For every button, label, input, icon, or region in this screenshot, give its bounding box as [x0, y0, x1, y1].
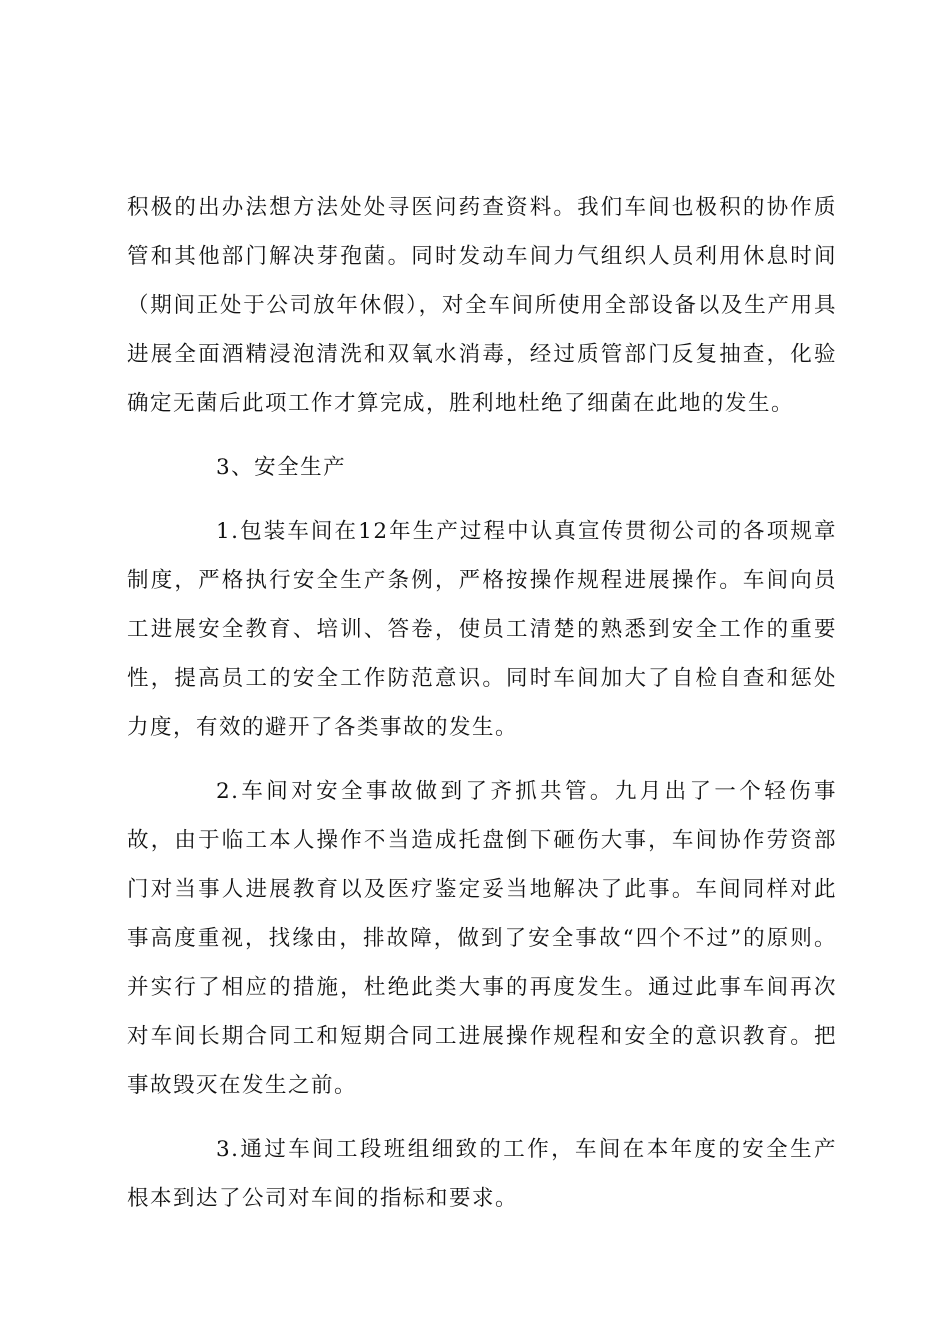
- paragraph-continuation: 积极的出办法想方法处处寻医问药查资料。我们车间也极积的协作质管和其他部门解决芽孢菌。同时发动车间力气组织人员利用休息时间（期间正处于公司放年休假），对全车间所使用全部设备以及生产用具进展全面酒精浸泡清洗和双氧水消毒，经过质管部门反复抽查，化验确定无菌后此项工作才算完成，胜利地杜绝了细菌在此地的发生。: [127, 195, 837, 416]
- section-heading-safety-production: 3、安全生产: [216, 455, 347, 480]
- paragraph-gap: [127, 428, 837, 443]
- paragraph-item-1: 1.包装车间在12年生产过程中认真宣传贯彻公司的各项规章制度，严格执行安全生产条例，严格按操作规程进展操作。车间向员工进展安全教育、培训、答卷，使员工清楚的熟悉到安全工作的重要性，提高员工的安全工作防范意识。同时车间加大了自检自查和惩处力度，有效的避开了各类事故的发生。: [127, 519, 837, 740]
- paragraph-item-3: 3.通过车间工段班组细致的工作，车间在本年度的安全生产根本到达了公司对车间的指标和要求。: [127, 1137, 837, 1211]
- paragraph-gap: [127, 1110, 837, 1125]
- paragraph-gap: [127, 492, 837, 507]
- paragraph-gap: [127, 752, 837, 767]
- document-body: [127, 183, 837, 1223]
- paragraph-item-2: 2.车间对安全事故做到了齐抓共管。九月出了一个轻伤事故，由于临工本人操作不当造成托盘倒下砸伤大事，车间协作劳资部门对当事人进展教育以及医疗鉴定妥当地解决了此事。车间同样对此事高度重视，找缘由，排故障，做到了安全事故“四个不过”的原则。并实行了相应的措施，杜绝此类大事的再度发生。通过此事车间再次对车间长期合同工和短期合同工进展操作规程和安全的意识教育。把事故毁灭在发生之前。: [127, 779, 837, 1098]
